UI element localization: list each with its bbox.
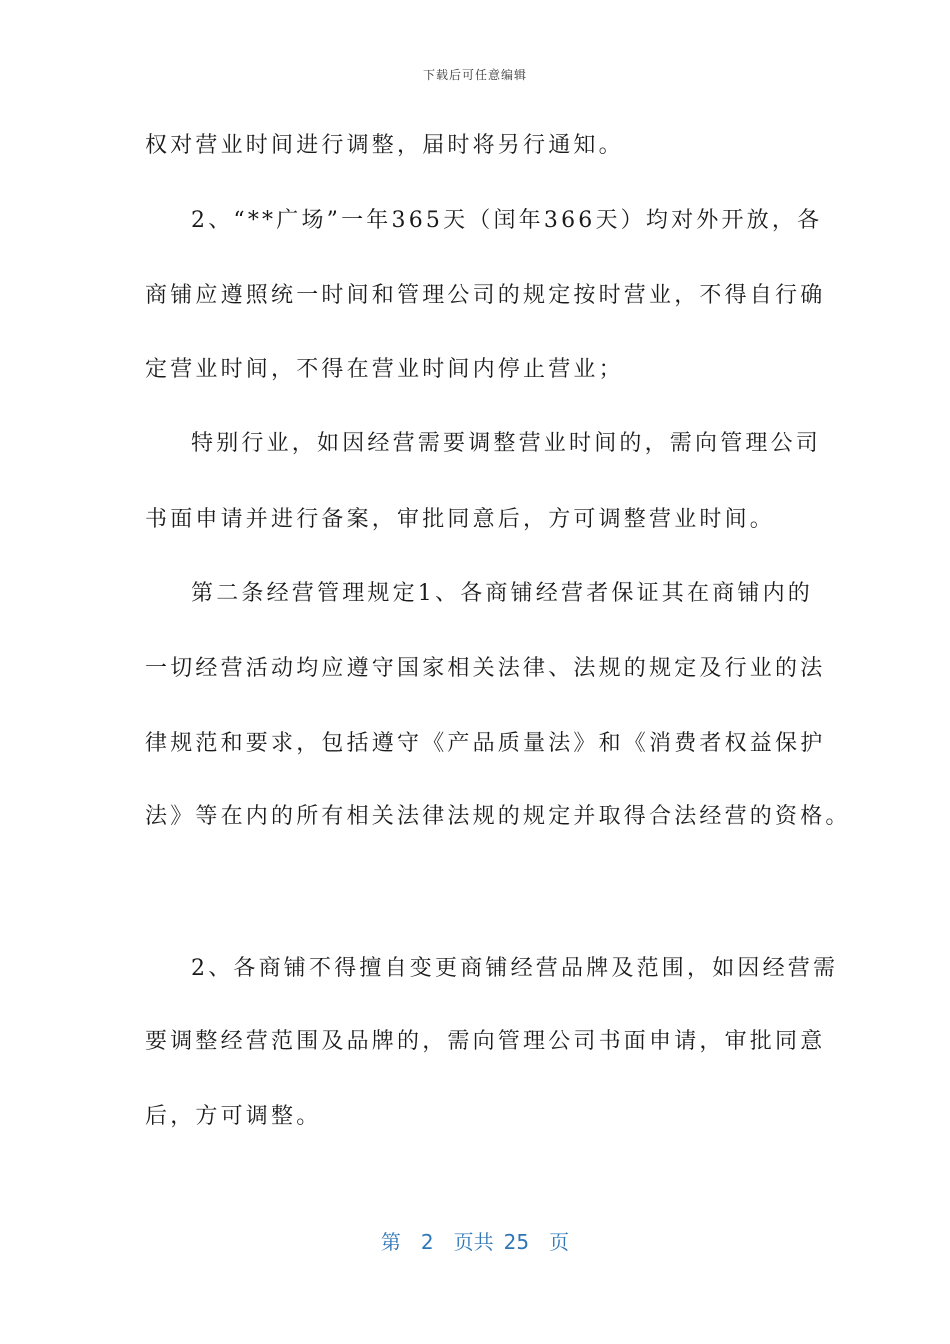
body-line: 定营业时间，不得在营业时间内停止营业； [145, 357, 624, 382]
body-line: 权对营业时间进行调整，届时将另行通知。 [145, 133, 624, 158]
body-line: 后，方可调整。 [145, 1104, 322, 1129]
page-header: 下载后可任意编辑 [422, 68, 527, 82]
body-line: 一切经营活动均应遵守国家相关法律、法规的规定及行业的法 [145, 656, 826, 681]
body-line: 2、各商铺不得擅自变更商铺经营品牌及范围，如因经营需 [191, 956, 839, 981]
footer-suffix: 页 [549, 1230, 570, 1254]
body-line: 律规范和要求，包括遵守《产品质量法》和《消费者权益保护 [145, 731, 826, 756]
body-line: 要调整经营范围及品牌的，需向管理公司书面申请，审批同意 [145, 1029, 826, 1054]
body-line: 第二条经营管理规定1、各商铺经营者保证其在商铺内的 [191, 581, 813, 606]
total-pages-number: 25 [503, 1230, 530, 1254]
body-line: 商铺应遵照统一时间和管理公司的规定按时营业，不得自行确 [145, 283, 826, 308]
footer-prefix: 第 [380, 1230, 401, 1254]
page-footer [0, 1226, 950, 1255]
body-line: 法》等在内的所有相关法律法规的规定并取得合法经营的资格。 [145, 804, 851, 829]
body-line: 2、“**广场”一年365天（闰年366天）均对外开放，各 [191, 208, 823, 233]
body-line: 书面申请并进行备案，审批同意后，方可调整营业时间。 [145, 507, 776, 532]
footer-mid: 页共 [453, 1230, 494, 1254]
body-line: 特别行业，如因经营需要调整营业时间的，需向管理公司 [191, 431, 822, 456]
current-page-number: 2 [420, 1230, 434, 1254]
